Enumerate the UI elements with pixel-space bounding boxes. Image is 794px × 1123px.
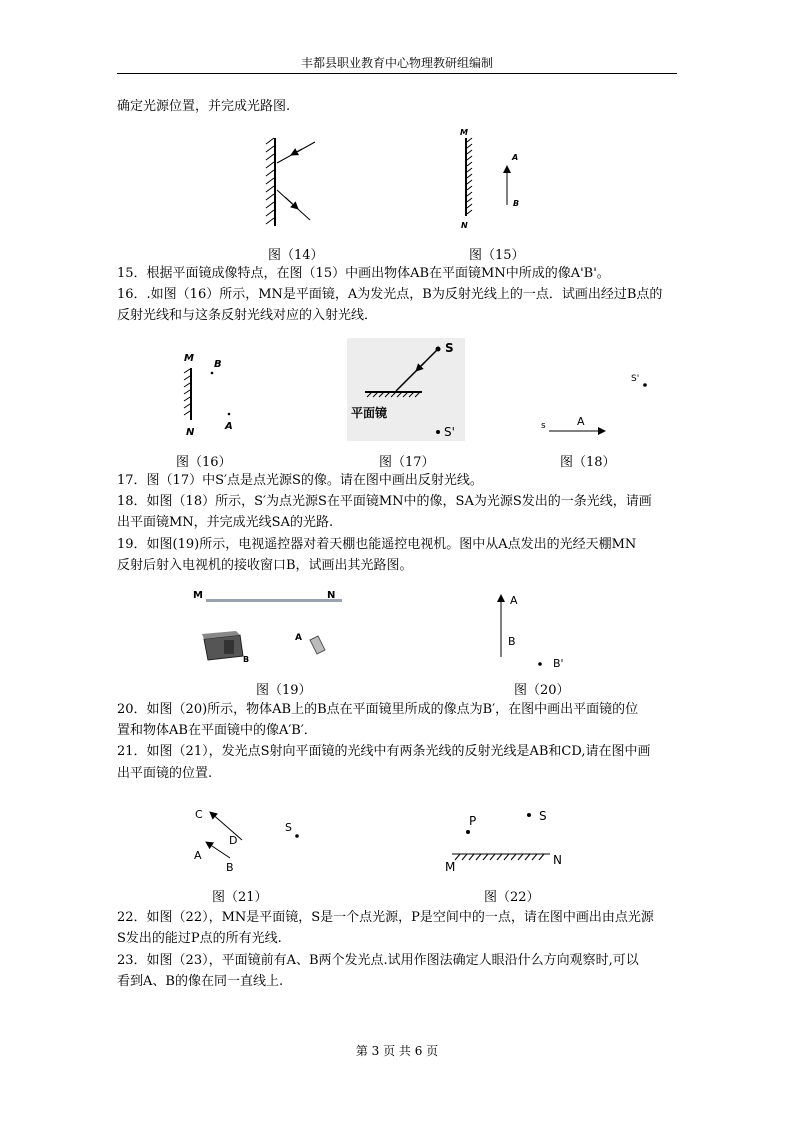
caption-figure-21: 图（21）	[212, 890, 268, 905]
svg-text:S: S	[285, 821, 292, 834]
svg-text:N: N	[461, 221, 468, 230]
figure-15-diagram	[460, 128, 519, 230]
svg-text:N: N	[327, 590, 336, 601]
text-line-q19b: 反射后射入电视机的接收窗口B，试画出其光路图。	[117, 558, 413, 573]
figure-21-diagram	[194, 808, 299, 874]
text-line-q16a: 16．.如图（16）所示，MN是平面镜，A为发光点，B为反射光线上的一点．试画出经过B点的	[117, 287, 663, 302]
svg-text:D: D	[229, 834, 238, 847]
caption-figure-19: 图（19）	[256, 683, 312, 698]
svg-text:P: P	[469, 814, 477, 828]
svg-text:M: M	[184, 353, 194, 364]
svg-text:A: A	[577, 415, 585, 428]
svg-text:A: A	[512, 153, 519, 162]
svg-text:平面镜: 平面镜	[351, 406, 388, 420]
svg-text:S': S'	[631, 374, 640, 384]
text-line-q22b: S发出的能过P点的所有光线.	[117, 931, 282, 946]
svg-text:M: M	[445, 860, 456, 874]
text-line-q15: 15．根据平面镜成像特点，在图（15）中画出物体AB在平面镜MN中所成的像A'B'。	[117, 266, 610, 281]
text-line-q20b: 置和物体AB在平面镜中的像A′B′．	[117, 723, 317, 738]
svg-text:B: B	[214, 359, 222, 370]
text-line-q23a: 23．如图（23），平面镜前有A、B两个发光点.试用作图法确定人眼沿什么方向观察时,可以	[117, 953, 639, 968]
text-line-q18a: 18．如图（18）所示，S′为点光源S在平面镜MN中的像，SA为光源S发出的一条光线，请画	[117, 494, 652, 509]
text-line-q20a: 20．如图（20)所示，物体AB上的B点在平面镜里所成的像点为B′，在图中画出平面镜的位	[117, 702, 639, 717]
page-footer: 第 3 页 共 6 页	[355, 1044, 439, 1058]
svg-text:M: M	[193, 590, 203, 601]
text-line-intro: 确定光源位置，并完成光路图.	[117, 99, 291, 114]
text-line-q19a: 19．如图(19)所示，电视遥控器对着天棚也能遥控电视机。图中从A点发出的光经天棚MN	[117, 537, 637, 552]
page-header: 丰都县职业教育中心物理教研组编制	[300, 56, 493, 70]
text-line-q21b: 出平面镜的位置.	[117, 766, 213, 781]
text-line-q22a: 22．如图（22），MN是平面镜，S是一个点光源，P是空间中的一点，请在图中画出由点光源	[117, 910, 654, 925]
caption-figure-17: 图（17）	[379, 455, 435, 470]
text-line-q18b: 出平面镜MN，并完成光线SA的光路.	[117, 515, 334, 530]
svg-text:A: A	[225, 421, 233, 432]
caption-figure-14: 图（14）	[268, 248, 324, 263]
text-line-q21a: 21．如图（21），发光点S射向平面镜的光线中有两条光线的反射光线是AB和CD,请在图中画	[117, 744, 651, 759]
caption-figure-22: 图（22）	[484, 890, 540, 905]
caption-figure-16: 图（16）	[176, 455, 232, 470]
svg-text:A: A	[194, 849, 202, 862]
caption-figure-18: 图（18）	[560, 455, 616, 470]
svg-text:S: S	[539, 809, 547, 823]
svg-text:B: B	[243, 655, 250, 664]
figure-18-diagram	[541, 374, 647, 431]
figure-20-diagram	[501, 594, 564, 670]
svg-text:N: N	[186, 427, 195, 438]
text-line-q17: 17．图（17）中S′点是点光源S的像。请在图中画出反射光线。	[117, 473, 483, 488]
text-line-q16b: 反射光线和与这条反射光线对应的入射光线．	[117, 308, 378, 323]
svg-text:B: B	[513, 199, 520, 208]
svg-text:A: A	[510, 594, 518, 607]
figure-22-diagram	[445, 809, 562, 874]
caption-figure-20: 图（20）	[514, 683, 570, 698]
text-line-q23b: 看到A、B的像在同一直线上.	[117, 974, 284, 989]
svg-text:S: S	[445, 341, 454, 355]
svg-text:C: C	[195, 808, 203, 821]
figure-19-diagram	[193, 590, 342, 664]
svg-text:B: B	[226, 861, 234, 874]
svg-text:s: s	[541, 421, 546, 431]
svg-text:N: N	[553, 853, 562, 867]
caption-figure-15: 图（15）	[469, 248, 525, 263]
svg-text:A: A	[295, 633, 302, 643]
figure-17-diagram	[347, 338, 465, 441]
svg-text:B': B'	[553, 657, 564, 670]
svg-text:B: B	[508, 635, 516, 648]
figure-14-diagram	[266, 138, 315, 226]
figure-16-diagram	[184, 353, 233, 438]
svg-text:M: M	[460, 128, 468, 137]
svg-text:S': S'	[444, 425, 455, 439]
